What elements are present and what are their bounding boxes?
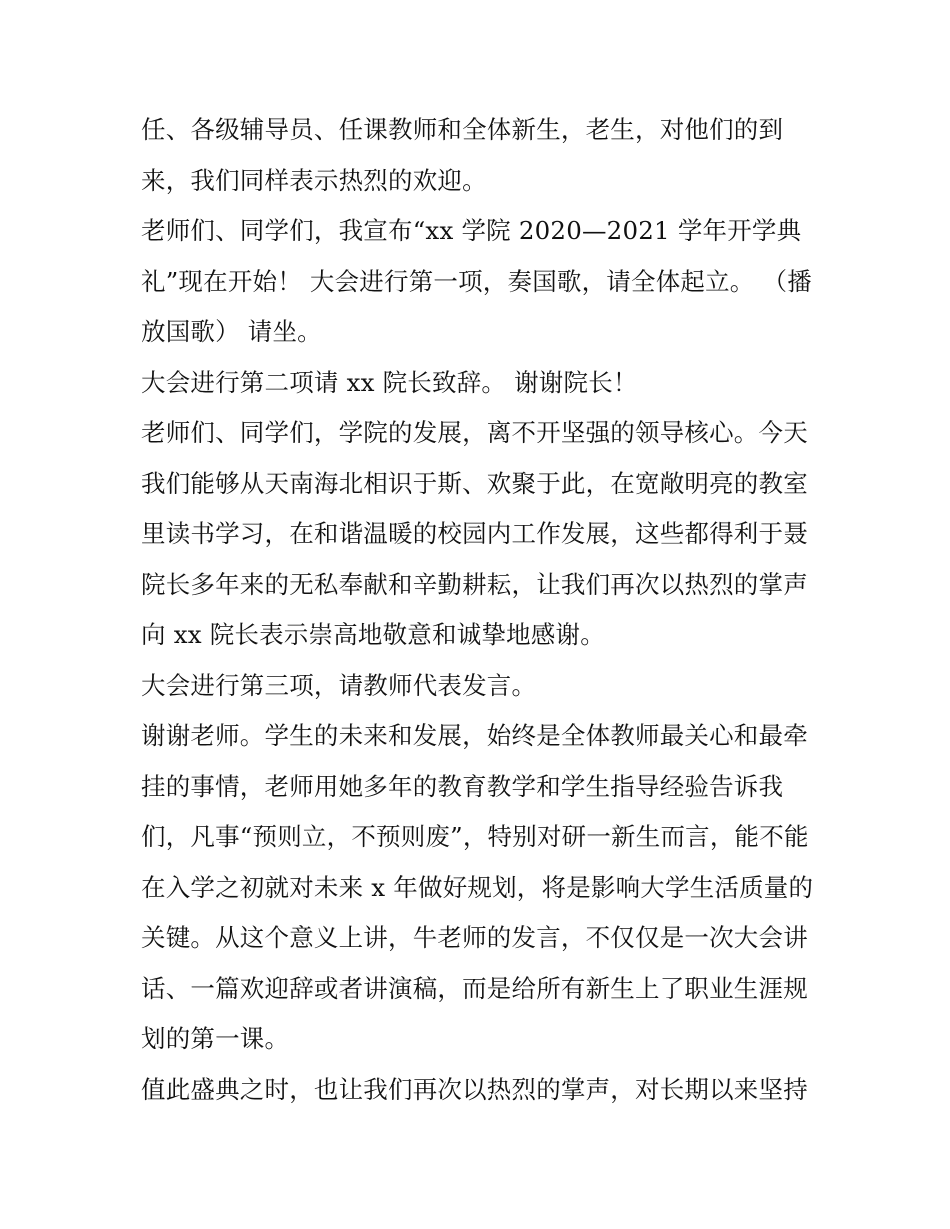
text-line: 向 xx 院长表示崇高地敬意和诚挚地感谢。 [141, 620, 605, 649]
text-line: 大会进行第三项，请教师代表发言。 [141, 671, 537, 700]
text-line: 院长多年来的无私奉献和辛勤耕耘，让我们再次以热烈的掌声 [141, 570, 808, 599]
text-line: 值此盛典之时，也让我们再次以热烈的掌声，对长期以来坚持 [141, 1075, 808, 1104]
text-line: 老师们、同学们，学院的发展，离不开坚强的领导核心。今天 [141, 418, 808, 447]
text-line: 里读书学习，在和谐温暖的校园内工作发展，这些都得利于聂 [141, 519, 808, 548]
text-line: 礼”现在开始！ 大会进行第一项，奏国歌，请全体起立。 （播 [141, 267, 812, 296]
text-line: 挂的事情，老师用她多年的教育教学和学生指导经验告诉我 [141, 772, 784, 801]
text-line: 话、一篇欢迎辞或者讲演稿，而是给所有新生上了职业生涯规 [141, 974, 808, 1003]
text-line: 我们能够从天南海北相识于斯、欢聚于此，在宽敞明亮的教室 [141, 469, 808, 498]
text-line: 大会进行第二项请 xx 院长致辞。 谢谢院长！ [141, 368, 638, 397]
text-line: 老师们、同学们，我宣布“xx 学院 2020—2021 学年开学典 [141, 216, 802, 245]
text-line: 放国歌） 请坐。 [141, 317, 322, 346]
text-line: 划的第一课。 [141, 1024, 290, 1053]
text-line: 谢谢老师。学生的未来和发展，始终是全体教师最关心和最牵 [141, 721, 808, 750]
text-line: 在入学之初就对未来 x 年做好规划，将是影响大学生活质量的 [141, 873, 814, 902]
text-line: 关键。从这个意义上讲，牛老师的发言，不仅仅是一次大会讲 [141, 923, 808, 952]
text-line: 来，我们同样表示热烈的欢迎。 [141, 166, 487, 195]
text-line: 们，凡事“预则立，不预则废”，特别对研一新生而言，能不能 [141, 822, 809, 851]
text-line: 任、各级辅导员、任课教师和全体新生，老生，对他们的到 [141, 115, 784, 144]
